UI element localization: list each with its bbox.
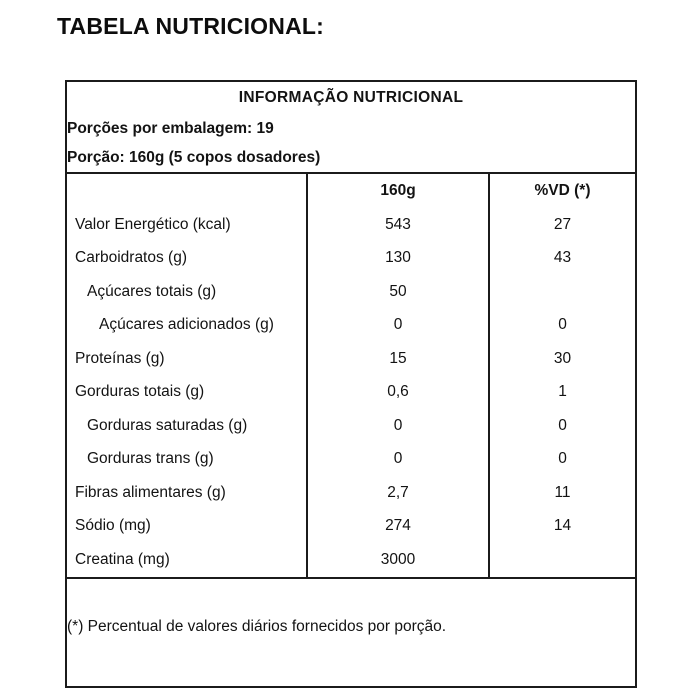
table-row	[67, 342, 635, 376]
nutrient-daily-value	[489, 275, 635, 309]
nutrient-label: Carboidratos (g)	[67, 242, 307, 276]
nutrient-amount: 0	[307, 443, 489, 477]
column-header-row	[67, 173, 635, 208]
nutrient-daily-value: 27	[553, 215, 572, 233]
nutrient-label: Gorduras trans (g)	[67, 443, 307, 477]
nutrient-amount: 3000	[307, 543, 489, 578]
table-row	[67, 510, 635, 544]
nutrient-amount: 0	[307, 409, 489, 443]
serving-size-row	[67, 143, 635, 173]
nutrition-table	[67, 82, 635, 675]
nutrient-daily-value: 1	[558, 383, 567, 401]
table-row	[67, 543, 635, 578]
nutrition-banner-title: INFORMAÇÃO NUTRICIONAL	[238, 89, 464, 106]
nutrient-amount: 274	[307, 510, 489, 544]
table-row	[67, 476, 635, 510]
footnote-row	[67, 578, 635, 675]
nutrient-amount: 0	[307, 309, 489, 343]
servings-per-package-row	[67, 114, 635, 143]
nutrient-label: Creatina (mg)	[67, 543, 307, 578]
table-row	[67, 443, 635, 477]
nutrient-label: Açúcares totais (g)	[67, 275, 307, 309]
nutrient-label: Valor Energético (kcal)	[67, 208, 307, 242]
nutrient-daily-value: 0	[558, 416, 567, 434]
nutrient-amount: 130	[307, 242, 489, 276]
nutrient-label: Proteínas (g)	[67, 342, 307, 376]
nutrient-daily-value: 0	[558, 450, 567, 468]
nutrient-amount: 543	[307, 208, 489, 242]
nutrient-label: Sódio (mg)	[67, 510, 307, 544]
nutrient-daily-value: 14	[553, 517, 572, 535]
nutrient-amount: 15	[307, 342, 489, 376]
serving-size-text: Porção: 160g (5 copos dosadores)	[67, 143, 635, 173]
nutrient-daily-value: 30	[553, 349, 572, 367]
table-row	[67, 242, 635, 276]
table-row	[67, 275, 635, 309]
table-row	[67, 309, 635, 343]
column-header-amount: 160g	[307, 173, 489, 208]
table-row	[67, 208, 635, 242]
page-title: TABELA NUTRICIONAL:	[57, 13, 324, 39]
nutrient-label: Açúcares adicionados (g)	[67, 309, 307, 343]
nutrient-amount: 0,6	[307, 376, 489, 410]
nutrient-amount: 50	[307, 275, 489, 309]
nutrient-label: Gorduras totais (g)	[67, 376, 307, 410]
nutrient-amount: 2,7	[307, 476, 489, 510]
table-row	[67, 376, 635, 410]
column-header-daily-value: %VD (*)	[534, 182, 591, 199]
nutrition-table-body	[67, 82, 635, 675]
nutrient-daily-value: 0	[558, 316, 567, 334]
nutrient-daily-value	[489, 543, 635, 578]
table-banner-row	[67, 82, 635, 114]
nutrient-label: Fibras alimentares (g)	[67, 476, 307, 510]
nutrient-label: Gorduras saturadas (g)	[67, 409, 307, 443]
column-header-label	[67, 173, 307, 208]
nutrition-facts-panel	[65, 80, 637, 688]
table-row	[67, 409, 635, 443]
footnote-text: (*) Percentual de valores diários fornecidos por porção.	[67, 617, 447, 635]
nutrient-daily-value: 43	[553, 249, 572, 267]
servings-per-package-text: Porções por embalagem: 19	[67, 119, 274, 137]
nutrient-daily-value: 11	[554, 483, 571, 501]
